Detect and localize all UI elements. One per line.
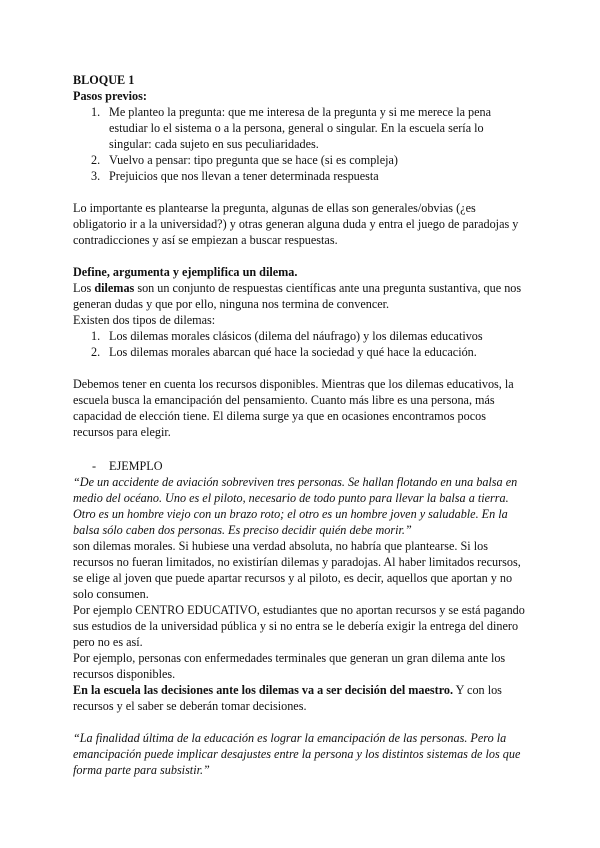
list-item-text: Me planteo la pregunta: que me interesa de la pregunta y si me merece la pena estudiar lo el sistema o a la persona, general o singular. En la escuela sería lo singular: cada sujeto en sus peculiaridades.	[109, 105, 492, 151]
page-content	[73, 72, 525, 778]
list-number: 2.	[91, 345, 101, 359]
list-item-text: Prejuicios que nos llevan a tener determinada respuesta	[109, 169, 379, 183]
bullet-dash: -	[92, 459, 97, 473]
steps-list	[73, 104, 525, 184]
list-item	[73, 168, 525, 184]
types-intro: Existen dos tipos de dilemas:	[73, 313, 216, 327]
final-quote: “La finalidad última de la educación es lograr la emancipación de las personas. Pero la emancipación puede implicar desajustes entre la persona y los distintos sistemas de los que forma parte para subsistir.”	[73, 731, 521, 777]
steps-heading: Pasos previos:	[73, 89, 147, 103]
teacher-paragraph	[73, 682, 525, 714]
list-item	[73, 328, 525, 344]
definition-prefix: Los	[73, 281, 95, 295]
teacher-text: Y con los recursos y el saber se deberán tomar decisiones.	[73, 683, 502, 713]
list-number: 1.	[91, 329, 101, 343]
block-title: BLOQUE 1	[73, 73, 135, 87]
list-number: 3.	[91, 169, 101, 183]
list-item	[73, 152, 525, 168]
list-item-text: Los dilemas morales clásicos (dilema del náufrago) y los dilemas educativos	[109, 329, 483, 343]
analysis-paragraph: son dilemas morales. Si hubiese una verdad absoluta, no habría que plantearse. Si los recursos no fueran limitados, no existirían dilemas y paradojas. Al haber limitados recursos, se elige al joven que puede apartar recursos y al piloto, es decir, aquellos que aportan y no solo consumen.	[73, 539, 521, 601]
types-list	[73, 328, 525, 360]
dilema-definition	[73, 280, 525, 312]
definition-text: son un conjunto de respuestas científicas ante una pregunta sustantiva, que nos generan dudas y que por ello, ninguna nos termina de convencer.	[73, 281, 522, 311]
list-item-text: Vuelvo a pensar: tipo pregunta que se hace (si es compleja)	[109, 153, 398, 167]
example-center-paragraph: Por ejemplo CENTRO EDUCATIVO, estudiantes que no aportan recursos y se está pagando sus estudios de la universidad pública y si no entra se le debería exigir la entrega del dinero pero no es así.	[73, 603, 525, 649]
list-item	[73, 104, 525, 152]
example-label: EJEMPLO	[109, 459, 163, 473]
list-number: 1.	[91, 105, 101, 119]
example-quote: “De un accidente de aviación sobreviven tres personas. Se hallan flotando en una balsa en medio del océano. Uno es el piloto, necesario de todo punto para llevar la balsa a tierra. Otro es un hombre viejo con un brazo roto; el otro es un hombre joven y saludable. En la balsa sólo caben dos personas. Es preciso decidir quién debe morir.”	[73, 475, 518, 537]
resources-paragraph: Debemos tener en cuenta los recursos disponibles. Mientras que los dilemas educativos, la escuela busca la emancipación del pensamiento. Cuanto más libre es una persona, más capacidad de elección tiene. El dilema surge ya que en ocasiones encontramos pocos recursos para elegir.	[73, 377, 514, 439]
list-item-text: Los dilemas morales abarcan qué hace la sociedad y qué hace la educación.	[109, 345, 477, 359]
teacher-bold-text: En la escuela las decisiones ante los dilemas va a ser decisión del maestro.	[73, 683, 454, 697]
definition-term: dilemas	[94, 281, 135, 295]
dilema-heading: Define, argumenta y ejemplifica un dilema.	[73, 265, 298, 279]
example-patients-paragraph: Por ejemplo, personas con enfermedades terminales que generan un gran dilema ante los recursos disponibles.	[73, 651, 506, 681]
intro-paragraph: Lo importante es plantearse la pregunta, algunas de ellas son generales/obvias (¿es obligatorio ir a la universidad?) y otras generan alguna duda y entra el juego de paradojas y contradicciones y así se empiezan a buscar respuestas.	[73, 201, 519, 247]
list-number: 2.	[91, 153, 101, 167]
list-item	[73, 344, 525, 360]
example-heading	[73, 458, 525, 474]
